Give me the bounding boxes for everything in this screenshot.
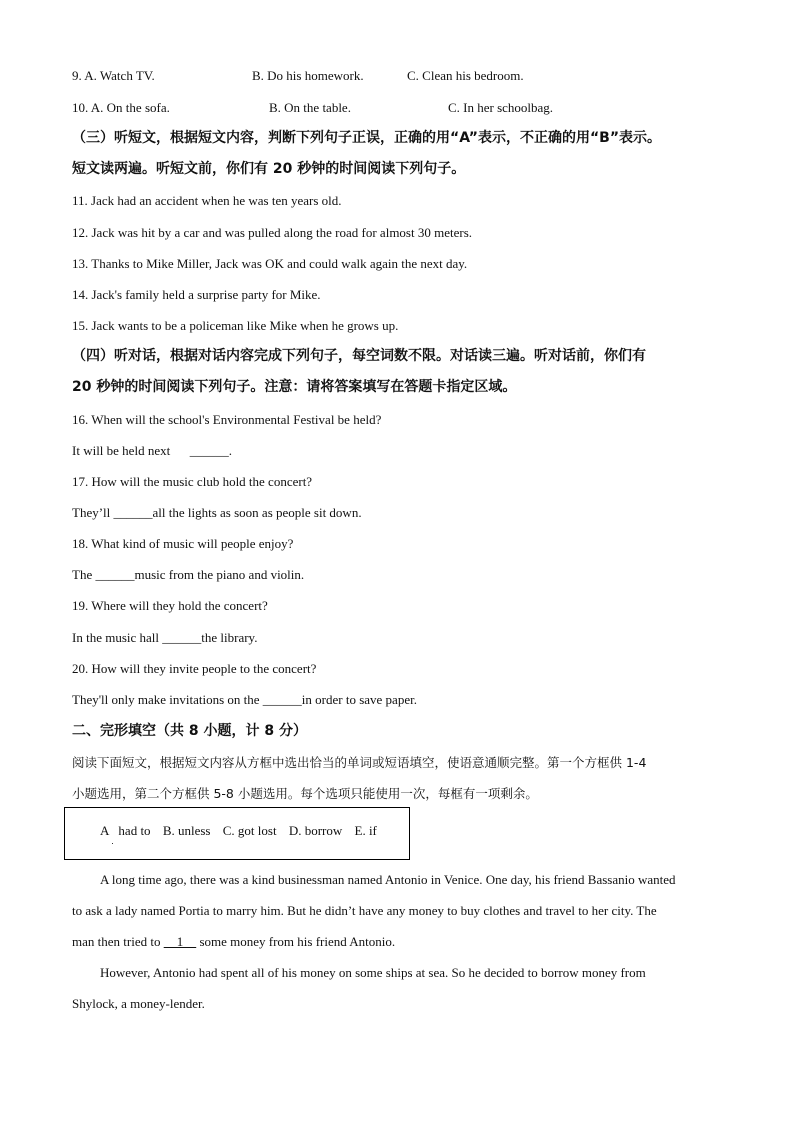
passage-p1-line1: A long time ago, there was a kind businessman named Antonio in Venice. One day, his friend Bassanio wanted <box>100 872 676 887</box>
q10-option-a: 10. A. On the sofa. <box>72 100 170 115</box>
statement-14: 14. Jack's family held a surprise party for Mike. <box>72 287 321 302</box>
part2-instruction-line1: 阅读下面短文，根据短文内容从方框中选出恰当的单词或短语填空，使语意通顺完整。第一个方框供 1-4 <box>72 755 647 770</box>
question-19: 19. Where will they hold the concert? <box>72 598 268 613</box>
passage-text: some money from his friend Antonio. <box>196 934 396 949</box>
q9-option-b: B. Do his homework. <box>252 68 364 83</box>
section4-instruction-line2: 20 秒钟的时间阅读下列句子。注意：请将答案填写在答题卡指定区域。 <box>72 379 517 395</box>
statement-12: 12. Jack was hit by a car and was pulled along the road for almost 30 meters. <box>72 225 472 240</box>
box-dot-mark <box>112 843 113 844</box>
part2-title: 二、完形填空（共 8 小题，计 8 分） <box>72 723 307 739</box>
answer-16: It will be held next ______. <box>72 443 232 458</box>
section3-instruction-line2: 短文读两遍。听短文前，你们有 20 秒钟的时间阅读下列句子。 <box>72 161 466 177</box>
section3-instruction-line1: （三）听短文，根据短文内容，判断下列句子正误，正确的用“A”表示，不正确的用“B”表示。 <box>72 130 662 146</box>
word-option-b: B. unless <box>162 823 211 838</box>
q10-option-b: B. On the table. <box>269 100 351 115</box>
q9-option-a: 9. A. Watch TV. <box>72 68 155 83</box>
passage-p2-line2: Shylock, a money-lender. <box>72 996 205 1011</box>
passage-p1-line2: to ask a lady named Portia to marry him. But he didn’t have any money to buy clothes and travel to her city. The <box>72 903 657 918</box>
part2-instruction-line2: 小题选用，第二个方框供 5-8 小题选用。每个选项只能使用一次，每框有一项剩余。 <box>72 786 538 801</box>
passage-p2-line1: However, Antonio had spent all of his money on some ships at sea. So he decided to borrow money from <box>100 965 646 980</box>
passage-text: man then tried to <box>72 934 164 949</box>
word-option-e: E. if <box>354 823 377 838</box>
question-18: 18. What kind of music will people enjoy? <box>72 536 294 551</box>
word-option-d: D. borrow <box>288 823 343 838</box>
question-16: 16. When will the school's Environmental Festival be held? <box>72 412 382 427</box>
word-box-options <box>100 822 386 840</box>
statement-15: 15. Jack wants to be a policeman like Mike when he grows up. <box>72 318 399 333</box>
word-option-c: C. got lost <box>222 823 277 838</box>
question-20: 20. How will they invite people to the concert? <box>72 661 317 676</box>
answer-17: They’ll ______all the lights as soon as people sit down. <box>72 505 362 520</box>
statement-13: 13. Thanks to Mike Miller, Jack was OK and could walk again the next day. <box>72 256 468 271</box>
answer-18: The ______music from the piano and violin. <box>72 567 305 582</box>
answer-20: They'll only make invitations on the ______in order to save paper. <box>72 692 417 707</box>
word-option-a: A had to <box>100 823 151 838</box>
statement-11: 11. Jack had an accident when he was ten years old. <box>72 193 342 208</box>
question-17: 17. How will the music club hold the concert? <box>72 474 313 489</box>
section4-instruction-line1: （四）听对话，根据对话内容完成下列句子，每空词数不限。对话读三遍。听对话前，你们有 <box>72 348 646 364</box>
q10-option-c: C. In her schoolbag. <box>448 100 554 115</box>
q9-option-c: C. Clean his bedroom. <box>407 68 524 83</box>
passage-p1-line3 <box>72 933 395 951</box>
answer-19: In the music hall ______the library. <box>72 630 258 645</box>
blank-1: 1 <box>163 934 197 949</box>
